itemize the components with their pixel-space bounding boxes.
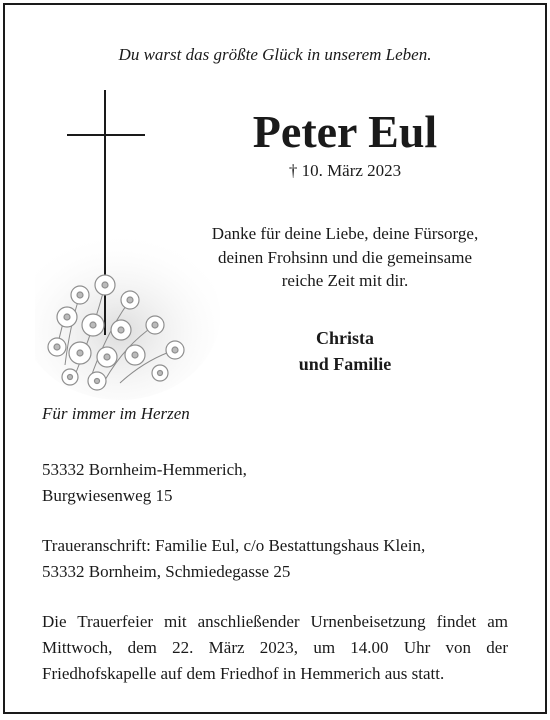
deceased-name: Peter Eul bbox=[252, 106, 438, 157]
obituary-notice bbox=[3, 3, 547, 714]
signer-line: und Familie bbox=[298, 354, 392, 374]
address-line: Burgwiesenweg 15 bbox=[42, 486, 173, 505]
ceremony-details: Die Trauerfeier mit anschließender Urnenbeisetzung findet am Mittwoch, dem 22. März 2023, um 14.00 Uhr von der Friedhofskapelle auf dem Friedhof in Hemmerich aus statt. bbox=[42, 612, 508, 683]
thanks-line: Danke für deine Liebe, deine Fürsorge, bbox=[211, 224, 479, 243]
signers bbox=[205, 325, 485, 377]
mourning-address-line: 53332 Bornheim, Schmiedegasse 25 bbox=[42, 562, 291, 581]
mourning-address bbox=[42, 533, 425, 585]
home-address bbox=[42, 457, 247, 509]
motto-quote: Du warst das größte Glück in unserem Leben. bbox=[118, 45, 432, 64]
mourning-address-line: Traueranschrift: Familie Eul, c/o Bestattungshaus Klein, bbox=[42, 536, 426, 555]
thanks-line: reiche Zeit mit dir. bbox=[281, 271, 409, 290]
date-of-death: † 10. März 2023 bbox=[288, 161, 402, 180]
thanks-line: deinen Frohsinn und die gemeinsame bbox=[217, 247, 472, 267]
closing-phrase: Für immer im Herzen bbox=[42, 404, 190, 423]
thanks-text bbox=[195, 222, 495, 293]
address-line: 53332 Bornheim-Hemmerich, bbox=[42, 460, 247, 479]
signer-line: Christa bbox=[316, 328, 374, 348]
